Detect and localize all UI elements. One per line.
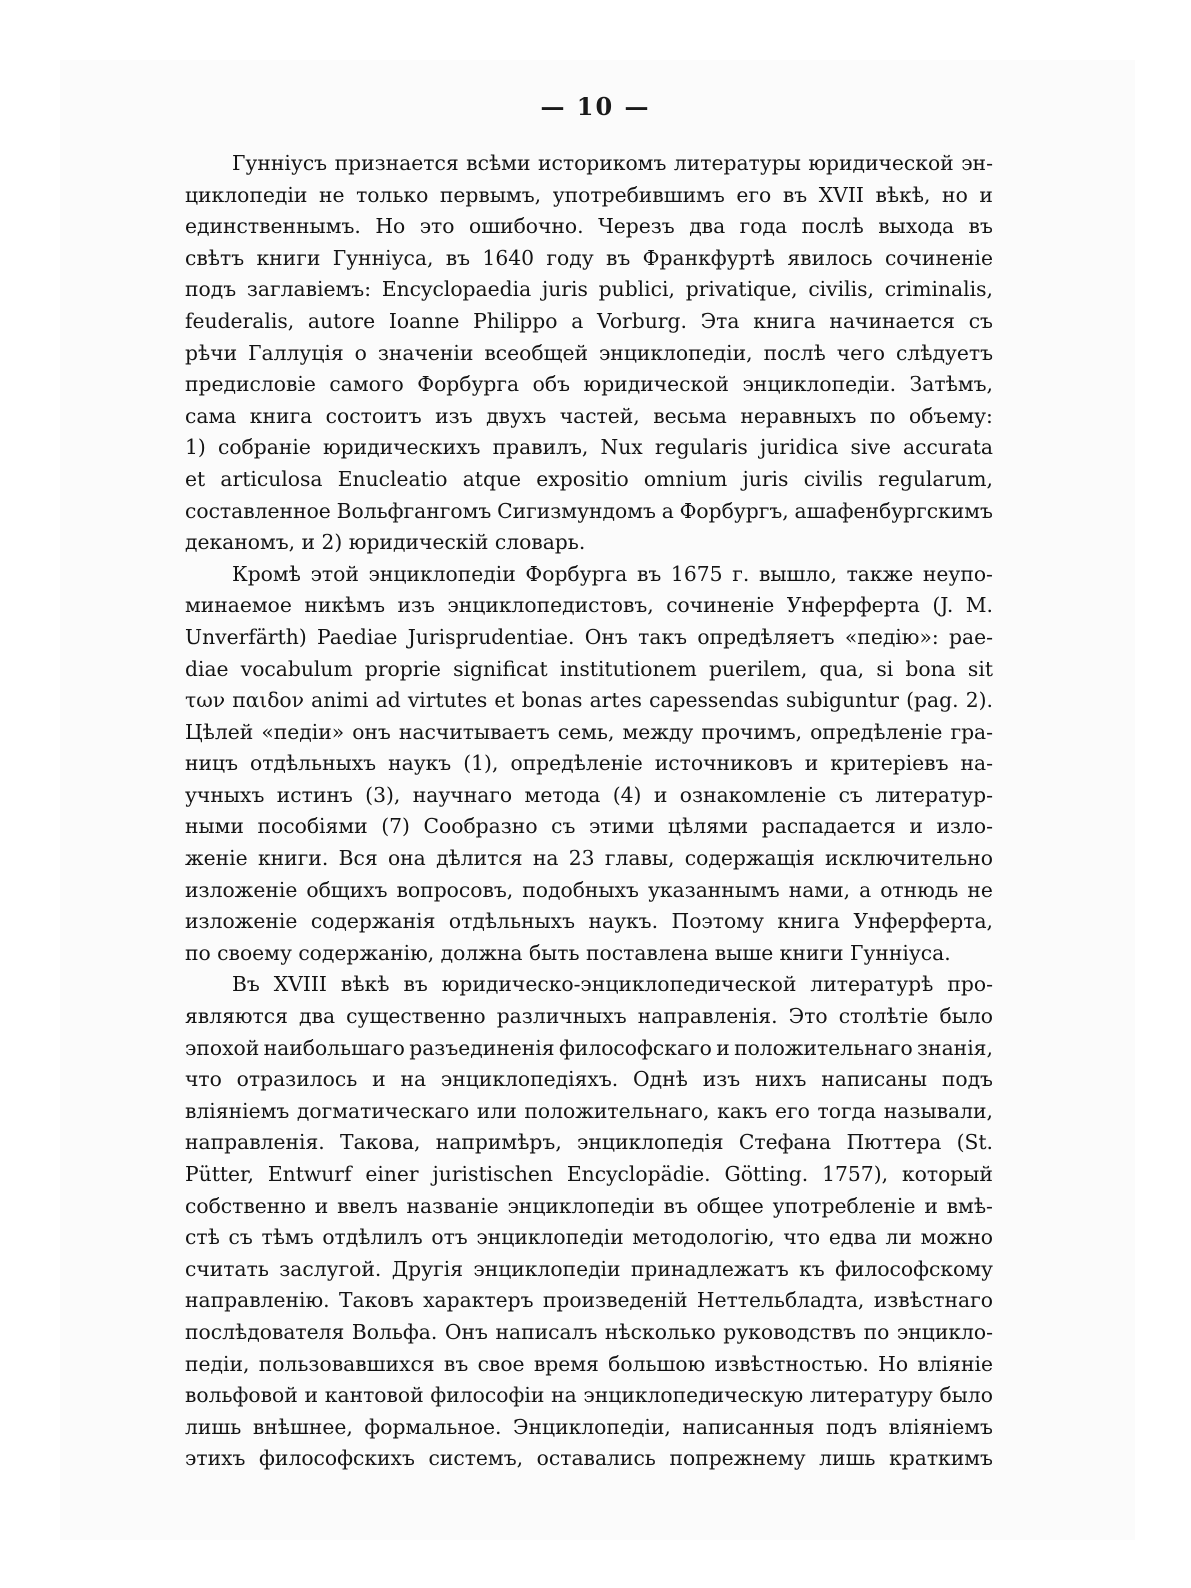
text-line: рѣчи Галлуція о значеніи всеобщей энциклопедіи, послѣ чего слѣдуетъ [185, 340, 993, 365]
text-line: et articulosa Enucleatio atque expositio omnium juris civilis regularum, [185, 466, 993, 491]
text-line: этихъ философскихъ системъ, оставались попрежнему лишь краткимъ [185, 1446, 993, 1471]
text-line: Кромѣ этой энциклопедіи Форбурга въ 1675 г. вышло, также неупо- [232, 561, 993, 586]
text-line: направленію. Таковъ характеръ произведеній Неттельбладта, извѣстнаго [185, 1288, 993, 1313]
text-line: что отразилось и на энциклопедіяхъ. Однѣ изъ нихъ написаны подъ [185, 1067, 993, 1092]
text-line: лишь внѣшнее, формальное. Энциклопедіи, написанныя подъ вліяніемъ [185, 1414, 993, 1439]
text-line: diae vocabulum proprie significat institutionem puerilem, qua, si bona sit [185, 656, 993, 681]
text-line: feuderalis, autore Ioanne Philippo a Vorburg. Эта книга начинается съ [185, 308, 993, 333]
text-line: изложеніе общихъ вопросовъ, подобныхъ указаннымъ нами, а отнюдь не [185, 877, 993, 902]
text-line: минаемое никѣмъ изъ энциклопедистовъ, сочиненіе Унферферта (J. M. [185, 593, 993, 618]
text-line: по своему содержанію, должна быть поставлена выше книги Гунніуса. [185, 940, 951, 965]
text-line: стѣ съ тѣмъ отдѣлилъ отъ энциклопедіи методологію, что едва ли можно [185, 1225, 993, 1250]
text-line: собственно и ввелъ названіе энциклопедіи въ общее употребленіе и вмѣ- [185, 1193, 993, 1218]
text-line: направленія. Такова, напримѣръ, энциклопедія Стефана Пюттера (St. [185, 1130, 993, 1155]
text-line: вліяніемъ догматическаго или положительнаго, какъ его тогда называли, [185, 1098, 993, 1123]
text-line: циклопедіи не только первымъ, употребившимъ его въ XVII вѣкѣ, но и [185, 182, 993, 207]
text-line: педіи, пользовавшихся въ свое время большою извѣстностью. Но вліяніе [185, 1351, 993, 1376]
text-line: Цѣлей «педіи» онъ насчитываетъ семь, между прочимъ, опредѣленіе гра- [185, 719, 993, 744]
text-line: являются два существенно различныхъ направленія. Это столѣтіе было [185, 1004, 993, 1029]
text-line: предисловіе самого Форбурга объ юридической энциклопедіи. Затѣмъ, [185, 372, 993, 397]
text-line: деканомъ, и 2) юридическій словарь. [185, 530, 586, 555]
text-line: подъ заглавіемъ: Encyclopaedia juris publici, privatique, civilis, criminalis, [185, 277, 993, 302]
text-line: считать заслугой. Другія энциклопедіи принадлежатъ къ философскому [185, 1256, 993, 1281]
text-line: учныхъ истинъ (3), научнаго метода (4) и ознакомленіе съ литератур- [185, 782, 993, 807]
text-line: женіе книги. Вся она дѣлится на 23 главы, содержащія исключительно [185, 846, 993, 871]
text-line: Pütter, Entwurf einer juristischen Encyclopädie. Götting. 1757), который [185, 1162, 993, 1186]
text-line: вольфовой и кантовой философіи на энциклопедическую литературу было [185, 1383, 993, 1408]
text-line: ными пособіями (7) Сообразно съ этими цѣлями распадается и изло- [185, 814, 993, 839]
text-line: сама книга состоитъ изъ двухъ частей, весьма неравныхъ по объему: [185, 403, 993, 428]
text-line: изложеніе содержанія отдѣльныхъ наукъ. Поэтому книга Унферферта, [185, 909, 993, 934]
text-line: των παιδον animi ad virtutes et bonas artes capessendas subiguntur (pag. 2). [185, 688, 993, 713]
page-number: — 10 — [540, 92, 651, 121]
text-line: единственнымъ. Но это ошибочно. Черезъ два года послѣ выхода въ [185, 214, 993, 239]
text-line: эпохой наибольшаго разъединенія философскаго и положительнаго знанія, [185, 1035, 993, 1060]
text-line: составленное Вольфгангомъ Сигизмундомъ а Форбургъ, ашафенбургскимъ [185, 498, 993, 523]
text-line: 1) собраніе юридическихъ правилъ, Nux regularis juridica sive accurata [185, 435, 993, 460]
text-line: Unverfärth) Paediae Jurisprudentiae. Онъ такъ опредѣляетъ «педію»: pae- [185, 624, 993, 649]
text-line: свѣтъ книги Гунніуса, въ 1640 году въ Франкфуртѣ явилось сочиненіе [185, 245, 993, 270]
text-line: Въ XVIII вѣкѣ въ юридическо-энциклопедической литературѣ про- [232, 972, 993, 997]
text-line: послѣдователя Вольфа. Онъ написалъ нѣсколько руководствъ по энцикло- [185, 1319, 993, 1344]
text-line: ницъ отдѣльныхъ наукъ (1), опредѣленіе источниковъ и критеріевъ на- [185, 751, 993, 776]
text-line: Гунніусъ признается всѣми историкомъ литературы юридической эн- [232, 151, 993, 175]
body-text [185, 148, 993, 1475]
